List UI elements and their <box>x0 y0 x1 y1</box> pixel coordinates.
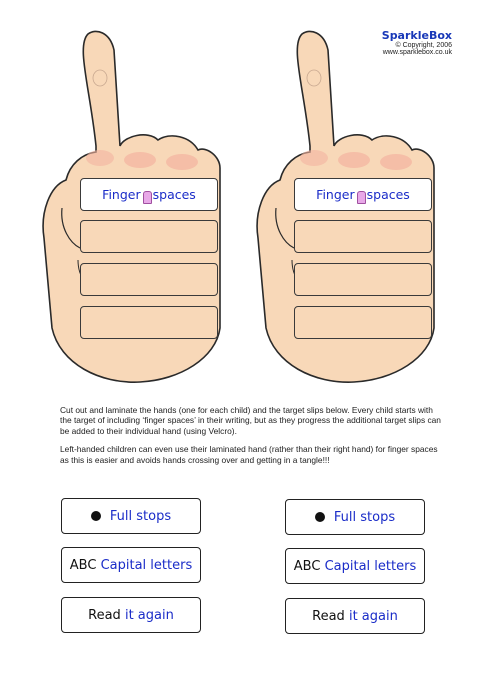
hand-right <box>254 28 444 388</box>
target-word-finger: Finger <box>102 187 141 202</box>
full-stop-dot-icon <box>315 512 325 522</box>
slip-read: Read <box>312 608 345 624</box>
slip-abc: ABC <box>69 557 97 573</box>
blank-target-slot <box>80 220 218 253</box>
blank-target-slot <box>294 220 432 253</box>
slip-label: Full stops <box>333 509 396 525</box>
slip-label: it again <box>348 608 398 624</box>
slip-read-it-again <box>285 598 425 634</box>
slip-read-it-again <box>61 597 201 633</box>
slip-full-stops <box>61 498 201 534</box>
slip-label: Capital letters <box>324 558 417 574</box>
slip-read: Read <box>88 607 121 623</box>
slip-label: Full stops <box>109 508 172 524</box>
slip-abc: ABC <box>293 558 321 574</box>
instructions-paragraph: Cut out and laminate the hands (one for each child) and the target slips below. Every child starts with the target of including ‘finger spaces’ in their writing, but as they progress the additional target slips can be added to their individual hand (using Velcro). <box>60 405 441 436</box>
instructions <box>60 405 444 473</box>
target-slot-finger-spaces <box>294 178 432 211</box>
slip-label: it again <box>124 607 174 623</box>
blank-target-slot <box>294 306 432 339</box>
instructions-paragraph: Left-handed children can even use their laminated hand (rather than their right hand) for finger spaces as this is easier and avoids hands crossing over and getting in a tangle!!! <box>60 444 438 465</box>
sparklebox-logo: SparkleBox <box>381 29 452 42</box>
target-slot-finger-spaces <box>80 178 218 211</box>
slip-capital-letters <box>285 548 425 584</box>
blank-target-slot <box>80 263 218 296</box>
slip-full-stops <box>285 499 425 535</box>
blank-target-slot <box>80 306 218 339</box>
target-word-spaces: spaces <box>152 187 196 202</box>
full-stop-dot-icon <box>91 511 101 521</box>
copyright-text: © Copyright, 2006 <box>395 41 452 49</box>
website-url: www.sparklebox.co.uk <box>382 48 452 56</box>
target-word-finger: Finger <box>316 187 355 202</box>
blank-target-slot <box>294 263 432 296</box>
target-word-spaces: spaces <box>366 187 410 202</box>
finger-space-icon <box>357 191 366 204</box>
slip-label: Capital letters <box>100 557 193 573</box>
slip-capital-letters <box>61 547 201 583</box>
hand-left <box>40 28 230 388</box>
finger-space-icon <box>143 191 152 204</box>
